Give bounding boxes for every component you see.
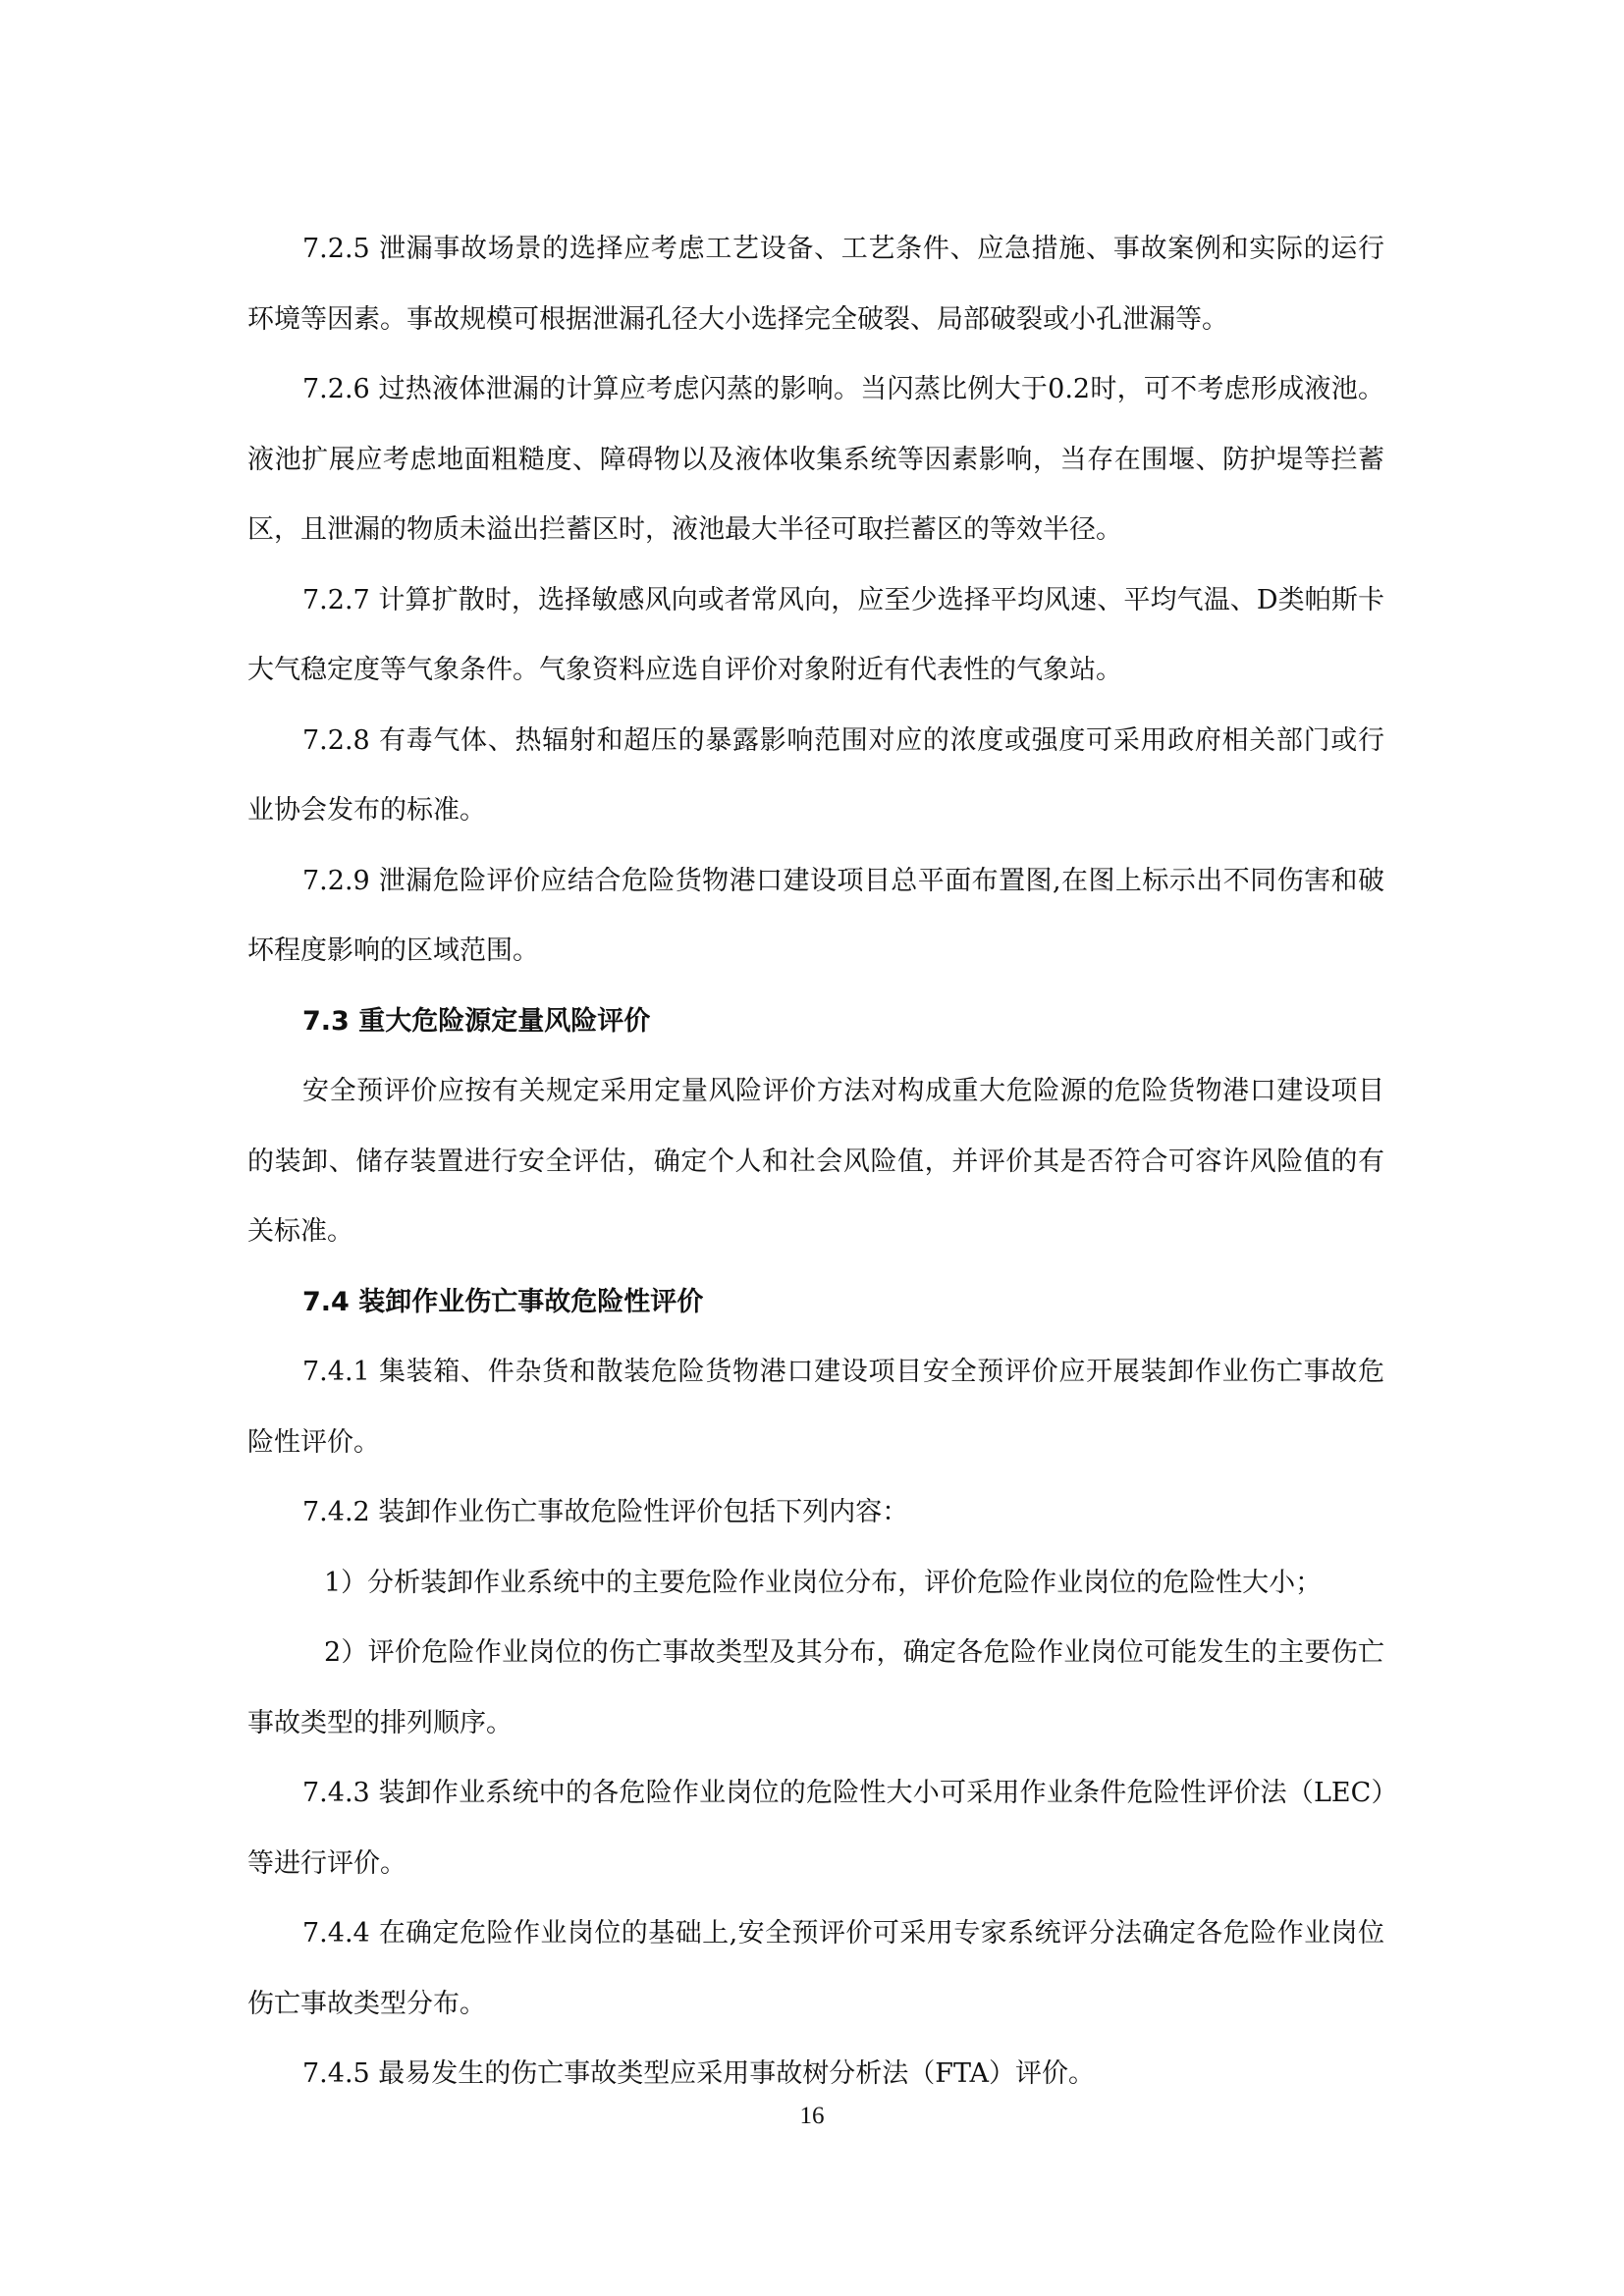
page-number: 16 bbox=[799, 2103, 825, 2129]
paragraph-7-4-1: 7.4.1 集装箱、件杂货和散装危险货物港口建设项目安全预评价应开展装卸作业伤亡事故危险性评价。 bbox=[247, 1357, 1384, 1458]
paragraph-7-2-9: 7.2.9 泄漏危险评价应结合危险货物港口建设项目总平面布置图,在图上标示出不同伤害和破坏程度影响的区域范围。 bbox=[247, 865, 1384, 966]
paragraph-7-2-6: 7.2.6 过热液体泄漏的计算应考虑闪蒸的影响。当闪蒸比例大于0.2时，可不考虑形成液池。液池扩展应考虑地面粗糙度、障碍物以及液体收集系统等因素影响，当存在围堰、防护堤等拦蓄区，且泄漏的物质未溢出拦蓄区时，液池最大半径可取拦蓄区的等效半径。 bbox=[247, 374, 1384, 545]
page-body bbox=[247, 214, 1384, 2109]
paragraph-7-4-5: 7.4.5 最易发生的伤亡事故类型应采用事故树分析法（FTA）评价。 bbox=[302, 2058, 1096, 2089]
section-heading-7-4: 7.4 装卸作业伤亡事故危险性评价 bbox=[302, 1286, 704, 1317]
list-item-2: 2）评价危险作业岗位的伤亡事故类型及其分布，确定各危险作业岗位可能发生的主要伤亡事故类型的排列顺序。 bbox=[247, 1637, 1384, 1738]
paragraph-7-4-3: 7.4.3 装卸作业系统中的各危险作业岗位的危险性大小可采用作业条件危险性评价法（LEC）等进行评价。 bbox=[247, 1778, 1384, 1879]
paragraph-7-2-7: 7.2.7 计算扩散时，选择敏感风向或者常风向，应至少选择平均风速、平均气温、D类帕斯卡大气稳定度等气象条件。气象资料应选自评价对象附近有代表性的气象站。 bbox=[247, 584, 1384, 685]
paragraph-7-4-4: 7.4.4 在确定危险作业岗位的基础上,安全预评价可采用专家系统评分法确定各危险作业岗位伤亡事故类型分布。 bbox=[247, 1918, 1384, 2019]
list-item-1: 1）分析装卸作业系统中的主要危险作业岗位分布，评价危险作业岗位的危险性大小； bbox=[324, 1567, 1323, 1598]
paragraph-7-4-2: 7.4.2 装卸作业伤亡事故危险性评价包括下列内容： bbox=[302, 1497, 909, 1527]
section-heading-7-3: 7.3 重大危险源定量风险评价 bbox=[302, 1005, 651, 1037]
paragraph-7-2-5: 7.2.5 泄漏事故场景的选择应考虑工艺设备、工艺条件、应急措施、事故案例和实际的运行环境等因素。事故规模可根据泄漏孔径大小选择完全破裂、局部破裂或小孔泄漏等。 bbox=[247, 234, 1384, 335]
paragraph-7-2-8: 7.2.8 有毒气体、热辐射和超压的暴露影响范围对应的浓度或强度可采用政府相关部门或行业协会发布的标准。 bbox=[247, 724, 1384, 826]
paragraph-7-3-body: 安全预评价应按有关规定采用定量风险评价方法对构成重大危险源的危险货物港口建设项目的装卸、储存装置进行安全评估，确定个人和社会风险值，并评价其是否符合可容许风险值的有关标准。 bbox=[247, 1076, 1384, 1247]
